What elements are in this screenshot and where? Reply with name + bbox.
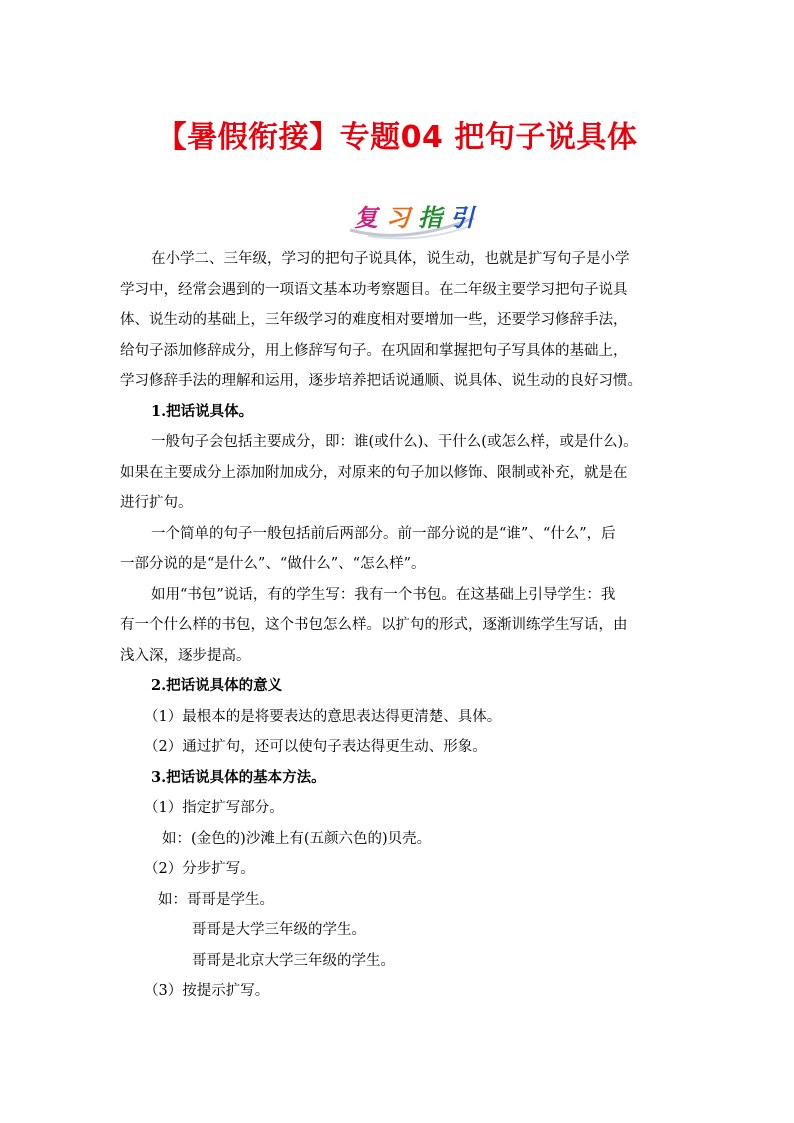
example-line: 哥哥是北京大学三年级的学生。 [192, 952, 395, 969]
list-item: （2）分步扩写。 [144, 861, 255, 877]
paragraph-line: 学习中，经常会遇到的一项语文基本功考察题目。在二年级主要学习把句子说具 [120, 281, 628, 298]
document-body [120, 244, 680, 1007]
paragraph-line: 体、说生动的基础上，三年级学习的难度相对要增加一些，还要学习修辞手法， [120, 312, 628, 328]
paragraph-line: 给句子添加修辞成分，用上修辞写句子。在巩固和掌握把句子写具体的基础上， [120, 342, 628, 359]
paragraph-line: 如用“书包”说话，有的学生写：我有一个书包。在这基础上引导学生：我 [151, 586, 616, 603]
paragraph-line: 一部分说的是“是什么”、“做什么”、“怎么样”。 [120, 556, 426, 572]
banner-char: 习 [386, 204, 410, 232]
paragraph-line: 进行扩句。 [120, 495, 193, 511]
paragraph-line: 学习修辞手法的理解和运用，逐步培养把话说通顺、说具体、说生动的良好习惯。 [120, 373, 642, 389]
paragraph-line: 如果在主要成分上添加附加成分，对原来的句子加以修饰、限制或补充，就是在 [120, 464, 628, 481]
paragraph-line: 一般句子会包括主要成分，即：谁(或什么)、干什么(或怎么样，或是什么)。 [151, 434, 638, 450]
list-item: （2）通过扩句，还可以使句子表达得更生动、形象。 [144, 739, 487, 755]
list-item: （3）按提示扩写。 [144, 983, 270, 999]
paragraph-line: 在小学二、三年级，学习的把句子说具体，说生动，也就是扩写句子是小学 [151, 251, 630, 267]
review-guide-banner [348, 196, 478, 244]
section-heading: 1.把话说具体。 [151, 402, 254, 420]
section-heading: 3.把话说具体的基本方法。 [151, 768, 326, 786]
section-heading: 2.把话说具体的意义 [151, 677, 283, 694]
paragraph-line: 浅入深，逐步提高。 [120, 647, 251, 664]
example-line: 如：(金色的)沙滩上有(五颜六色的)贝壳。 [162, 830, 432, 847]
banner-char: 引 [450, 204, 474, 232]
paragraph-line: 有一个什么样的书包，这个书包怎么样。以扩句的形式，逐渐训练学生写话，由 [120, 617, 628, 633]
example-line: 如：哥哥是学生。 [158, 891, 274, 908]
paragraph-line: 一个简单的句子一般包括前后两部分。前一部分说的是“谁”、“什么”，后 [151, 525, 616, 542]
page-title: 【暑假衔接】专题04 把句子说具体 [156, 120, 638, 155]
list-item: （1）最根本的是将要表达的意思表达得更清楚、具体。 [144, 708, 502, 725]
banner-char: 指 [418, 204, 442, 232]
list-item: （1）指定扩写部分。 [144, 800, 284, 816]
banner-char: 复 [354, 204, 378, 232]
example-line: 哥哥是大学三年级的学生。 [192, 922, 366, 938]
